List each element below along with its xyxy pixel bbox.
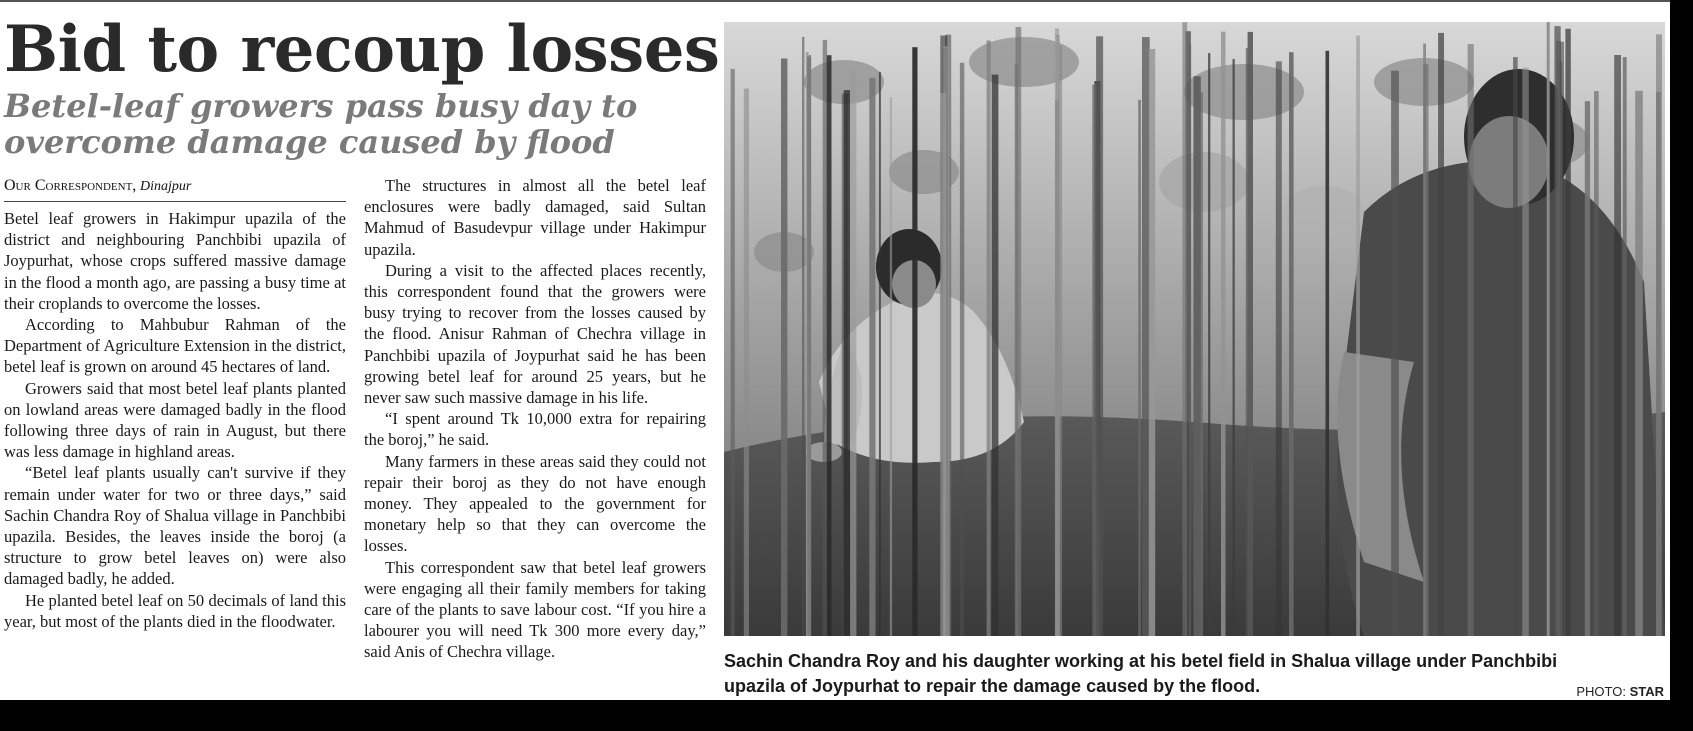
photo-credit-label: PHOTO: bbox=[1576, 684, 1626, 699]
bamboo-stick bbox=[1201, 92, 1204, 636]
bamboo-stick bbox=[992, 75, 999, 636]
bamboo-stick bbox=[940, 93, 946, 636]
bamboo-stick bbox=[823, 40, 827, 636]
bamboo-stick bbox=[1356, 36, 1360, 636]
bamboo-stick bbox=[1182, 22, 1187, 636]
subheadline: Betel-leaf growers pass busy day to overcome damage caused by flood bbox=[4, 87, 638, 161]
bamboo-stick bbox=[807, 57, 811, 636]
bamboo-stick bbox=[744, 89, 749, 637]
bamboo-stick bbox=[1208, 53, 1210, 636]
paragraph: The structures in almost all the betel leaf enclosures were badly damaged, said Sultan Mahmud of Basudevpur village under Hakimpur upazila. bbox=[364, 176, 706, 259]
photo-caption: Sachin Chandra Roy and his daughter working at his betel field in Shalua village under Panchbibi upazila of Joypurhat to repair the damage caused by the flood. bbox=[724, 651, 1558, 696]
bamboo-stick bbox=[1233, 59, 1235, 636]
bamboo-stick bbox=[1276, 61, 1282, 636]
photo-credit-source: STAR bbox=[1629, 684, 1664, 699]
betel-field-photo bbox=[724, 22, 1665, 636]
byline-place: Dinajpur bbox=[140, 179, 192, 194]
photo-credit bbox=[1576, 684, 1664, 699]
article-column-1 bbox=[4, 208, 346, 700]
paragraph: He planted betel leaf on 50 decimals of land this year, but most of the plants died in the floodwater. bbox=[4, 590, 346, 631]
news-photo bbox=[724, 22, 1665, 636]
bamboo-stick bbox=[1623, 57, 1627, 636]
bamboo-stick bbox=[1513, 57, 1518, 636]
bamboo-stick bbox=[1438, 33, 1444, 636]
bamboo-stick bbox=[1547, 22, 1550, 636]
bamboo-stick bbox=[1560, 42, 1564, 636]
bamboo-stick bbox=[1149, 49, 1155, 636]
bamboo-stick bbox=[1289, 52, 1294, 636]
bamboo-stick bbox=[850, 69, 856, 636]
bamboo-stick bbox=[1138, 100, 1141, 636]
paragraph: Betel leaf growers in Hakimpur upazila of the district and neighbouring Panchbibi upazila of Joypurhat, whose crops suffered massive damage in the flood a month ago, are passing a busy time at their croplands to overcome the losses. bbox=[4, 209, 346, 313]
bamboo-stick bbox=[890, 97, 892, 636]
bamboo-stick bbox=[1193, 76, 1200, 636]
bamboo-stick bbox=[827, 55, 832, 636]
bamboo-stick bbox=[1614, 55, 1621, 636]
article-column-2 bbox=[364, 175, 706, 700]
paragraph: Many farmers in these areas said they could not repair their boroj as they do not have enough money. They appealed to the government for monetary help so that they can overcome the losses. bbox=[364, 451, 706, 556]
paragraph: “I spent around Tk 10,000 extra for repairing the boroj,” he said. bbox=[364, 409, 706, 450]
bamboo-stick bbox=[1326, 51, 1330, 636]
bamboo-stick bbox=[781, 59, 787, 637]
bamboo-stick bbox=[1565, 29, 1570, 636]
bamboo-stick bbox=[1142, 37, 1150, 636]
bamboo-stick bbox=[1391, 71, 1399, 636]
paragraph: During a visit to the affected places recently, this correspondent found that the growers were busy trying to recover from the losses caused by the flood. Anisur Rahman of Chechra village in Panchbibi upazila of Joypurhat said he has been growing betel leaf for around 25 years, but he never saw such massive damage in his life. bbox=[364, 260, 706, 408]
bamboo-stick bbox=[1585, 101, 1590, 636]
bamboo-stick bbox=[1656, 34, 1662, 636]
bamboo-stick bbox=[1635, 91, 1643, 636]
bamboo-stick bbox=[879, 72, 881, 636]
paragraph: “Betel leaf plants usually can't survive if they remain under water for two or three days,” said Sachin Chandra Roy of Shalua village in Panchbibi upazila. Besides, the leaves inside the boroj (a structure to grow betel leaves on) were also damaged badly, he added. bbox=[4, 463, 346, 589]
headline: Bid to recoup losses bbox=[4, 12, 720, 87]
bamboo-stick bbox=[1468, 44, 1474, 636]
bamboo-stick bbox=[1246, 48, 1248, 636]
bamboo-stick bbox=[987, 41, 991, 637]
bamboo-stick bbox=[844, 90, 850, 636]
paragraph: This correspondent saw that betel leaf growers were engaging all their family members for taking care of the plants to save labour cost. “If you hire a labourer you will need Tk 300 more every day,” said Anis of Chechra village. bbox=[364, 557, 706, 662]
bamboo-stick bbox=[802, 37, 804, 636]
paragraph: Growers said that most betel leaf plants planted on lowland areas were damaged badly in the flood following three days of rain in August, but there was less damage in highland areas. bbox=[4, 378, 346, 462]
bamboo-stick bbox=[869, 78, 875, 636]
bamboo-stick bbox=[1221, 32, 1226, 636]
bamboo-stick bbox=[912, 47, 917, 636]
byline-name: Our Correspondent, bbox=[4, 177, 137, 194]
bamboo-stick bbox=[1016, 27, 1022, 636]
bamboo-stick bbox=[1522, 68, 1529, 636]
byline bbox=[4, 177, 346, 202]
top-rule bbox=[0, 0, 1670, 2]
bamboo-stick bbox=[960, 63, 964, 636]
bamboo-stick bbox=[1248, 32, 1253, 636]
paragraph: According to Mahbubur Rahman of the Department of Agriculture Extension in the district, betel leaf is grown on around 45 hectares of land. bbox=[4, 315, 346, 377]
bamboo-stick bbox=[1055, 100, 1059, 636]
bamboo-stick bbox=[1554, 26, 1560, 636]
bamboo-stick bbox=[1096, 36, 1103, 636]
bamboo-stick bbox=[1423, 64, 1428, 636]
bamboo-stick bbox=[731, 69, 735, 636]
bamboo-stick bbox=[1189, 44, 1191, 636]
bamboo-stick bbox=[1594, 91, 1599, 636]
